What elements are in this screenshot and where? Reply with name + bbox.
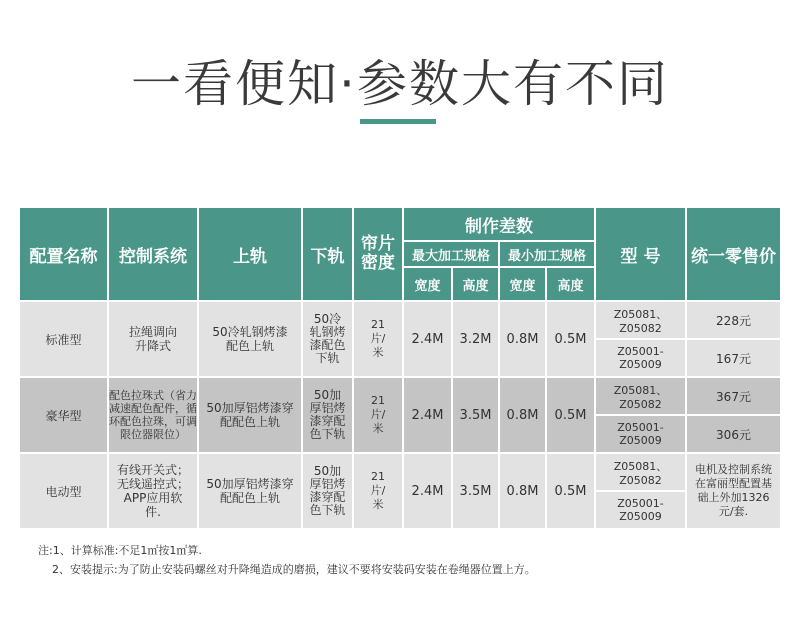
row-control: 配色拉珠式（省力减速配色配件，循环配色拉珠，可调限位器限位） bbox=[108, 377, 198, 453]
header-max-width: 宽度 bbox=[403, 267, 452, 301]
row-density: 21片/米 bbox=[353, 377, 403, 453]
header-model: 型 号 bbox=[595, 207, 686, 301]
row-upper: 50冷轧钢烤漆配色上轨 bbox=[198, 301, 302, 377]
header-blade-density: 帘片密度 bbox=[353, 207, 403, 301]
row-density: 21片/米 bbox=[353, 453, 403, 529]
page-title: 一看便知·参数大有不同 bbox=[131, 55, 669, 113]
row-min-height: 0.5M bbox=[546, 377, 595, 453]
header-lower-rail: 下轨 bbox=[302, 207, 353, 301]
title-underline bbox=[360, 119, 436, 124]
row-max-height: 3.2M bbox=[452, 301, 499, 377]
row-price: 电机及控制系统在富丽型配置基础上外加1326元/套. bbox=[686, 453, 781, 529]
header-control-system: 控制系统 bbox=[108, 207, 198, 301]
row-upper: 50加厚铝烤漆穿配配色上轨 bbox=[198, 453, 302, 529]
table-row bbox=[19, 301, 781, 339]
row-upper: 50加厚铝烤漆穿配配色上轨 bbox=[198, 377, 302, 453]
row-max-height: 3.5M bbox=[452, 453, 499, 529]
row-model-b: Z05001-Z05009 bbox=[595, 491, 686, 529]
row-min-width: 0.8M bbox=[499, 377, 546, 453]
row-control: 有线开关式；无线遥控式；APP应用软件. bbox=[108, 453, 198, 529]
note-1: 注:1、计算标准:不足1㎡按1㎡算. bbox=[38, 544, 202, 557]
header-min-width: 宽度 bbox=[499, 267, 546, 301]
row-price-b: 306元 bbox=[686, 415, 781, 453]
row-price-a: 367元 bbox=[686, 377, 781, 415]
row-max-width: 2.4M bbox=[403, 377, 452, 453]
header-min-height: 高度 bbox=[546, 267, 595, 301]
table-row bbox=[19, 377, 781, 415]
row-price-b: 167元 bbox=[686, 339, 781, 377]
row-name: 豪华型 bbox=[19, 377, 108, 453]
header-diff: 制作差数 bbox=[403, 207, 595, 241]
row-model-b: Z05001-Z05009 bbox=[595, 339, 686, 377]
row-max-height: 3.5M bbox=[452, 377, 499, 453]
row-min-height: 0.5M bbox=[546, 301, 595, 377]
row-lower: 50冷轧钢烤漆配色下轨 bbox=[302, 301, 353, 377]
row-min-height: 0.5M bbox=[546, 453, 595, 529]
row-max-width: 2.4M bbox=[403, 301, 452, 377]
row-density: 21片/米 bbox=[353, 301, 403, 377]
row-lower: 50加厚铝烤漆穿配色下轨 bbox=[302, 453, 353, 529]
row-max-width: 2.4M bbox=[403, 453, 452, 529]
header-config-name: 配置名称 bbox=[19, 207, 108, 301]
row-min-width: 0.8M bbox=[499, 301, 546, 377]
header-min-spec: 最小加工规格 bbox=[499, 241, 595, 267]
header-max-spec: 最大加工规格 bbox=[403, 241, 499, 267]
note-2: 2、安装提示:为了防止安装码螺丝对升降绳造成的磨损，建议不要将安装码安装在卷绳器位置上方。 bbox=[52, 563, 536, 576]
row-name: 标准型 bbox=[19, 301, 108, 377]
row-name: 电动型 bbox=[19, 453, 108, 529]
header-max-height: 高度 bbox=[452, 267, 499, 301]
notes bbox=[38, 541, 536, 579]
header-upper-rail: 上轨 bbox=[198, 207, 302, 301]
row-model-b: Z05001-Z05009 bbox=[595, 415, 686, 453]
row-model-a: Z05081、Z05082 bbox=[595, 301, 686, 339]
row-control: 拉绳调向 升降式 bbox=[108, 301, 198, 377]
row-model-a: Z05081、Z05082 bbox=[595, 377, 686, 415]
header-price: 统一零售价 bbox=[686, 207, 781, 301]
table-row bbox=[19, 453, 781, 491]
row-lower: 50加厚铝烤漆穿配色下轨 bbox=[302, 377, 353, 453]
spec-table bbox=[18, 206, 782, 530]
row-model-a: Z05081、Z05082 bbox=[595, 453, 686, 491]
row-price-a: 228元 bbox=[686, 301, 781, 339]
row-min-width: 0.8M bbox=[499, 453, 546, 529]
